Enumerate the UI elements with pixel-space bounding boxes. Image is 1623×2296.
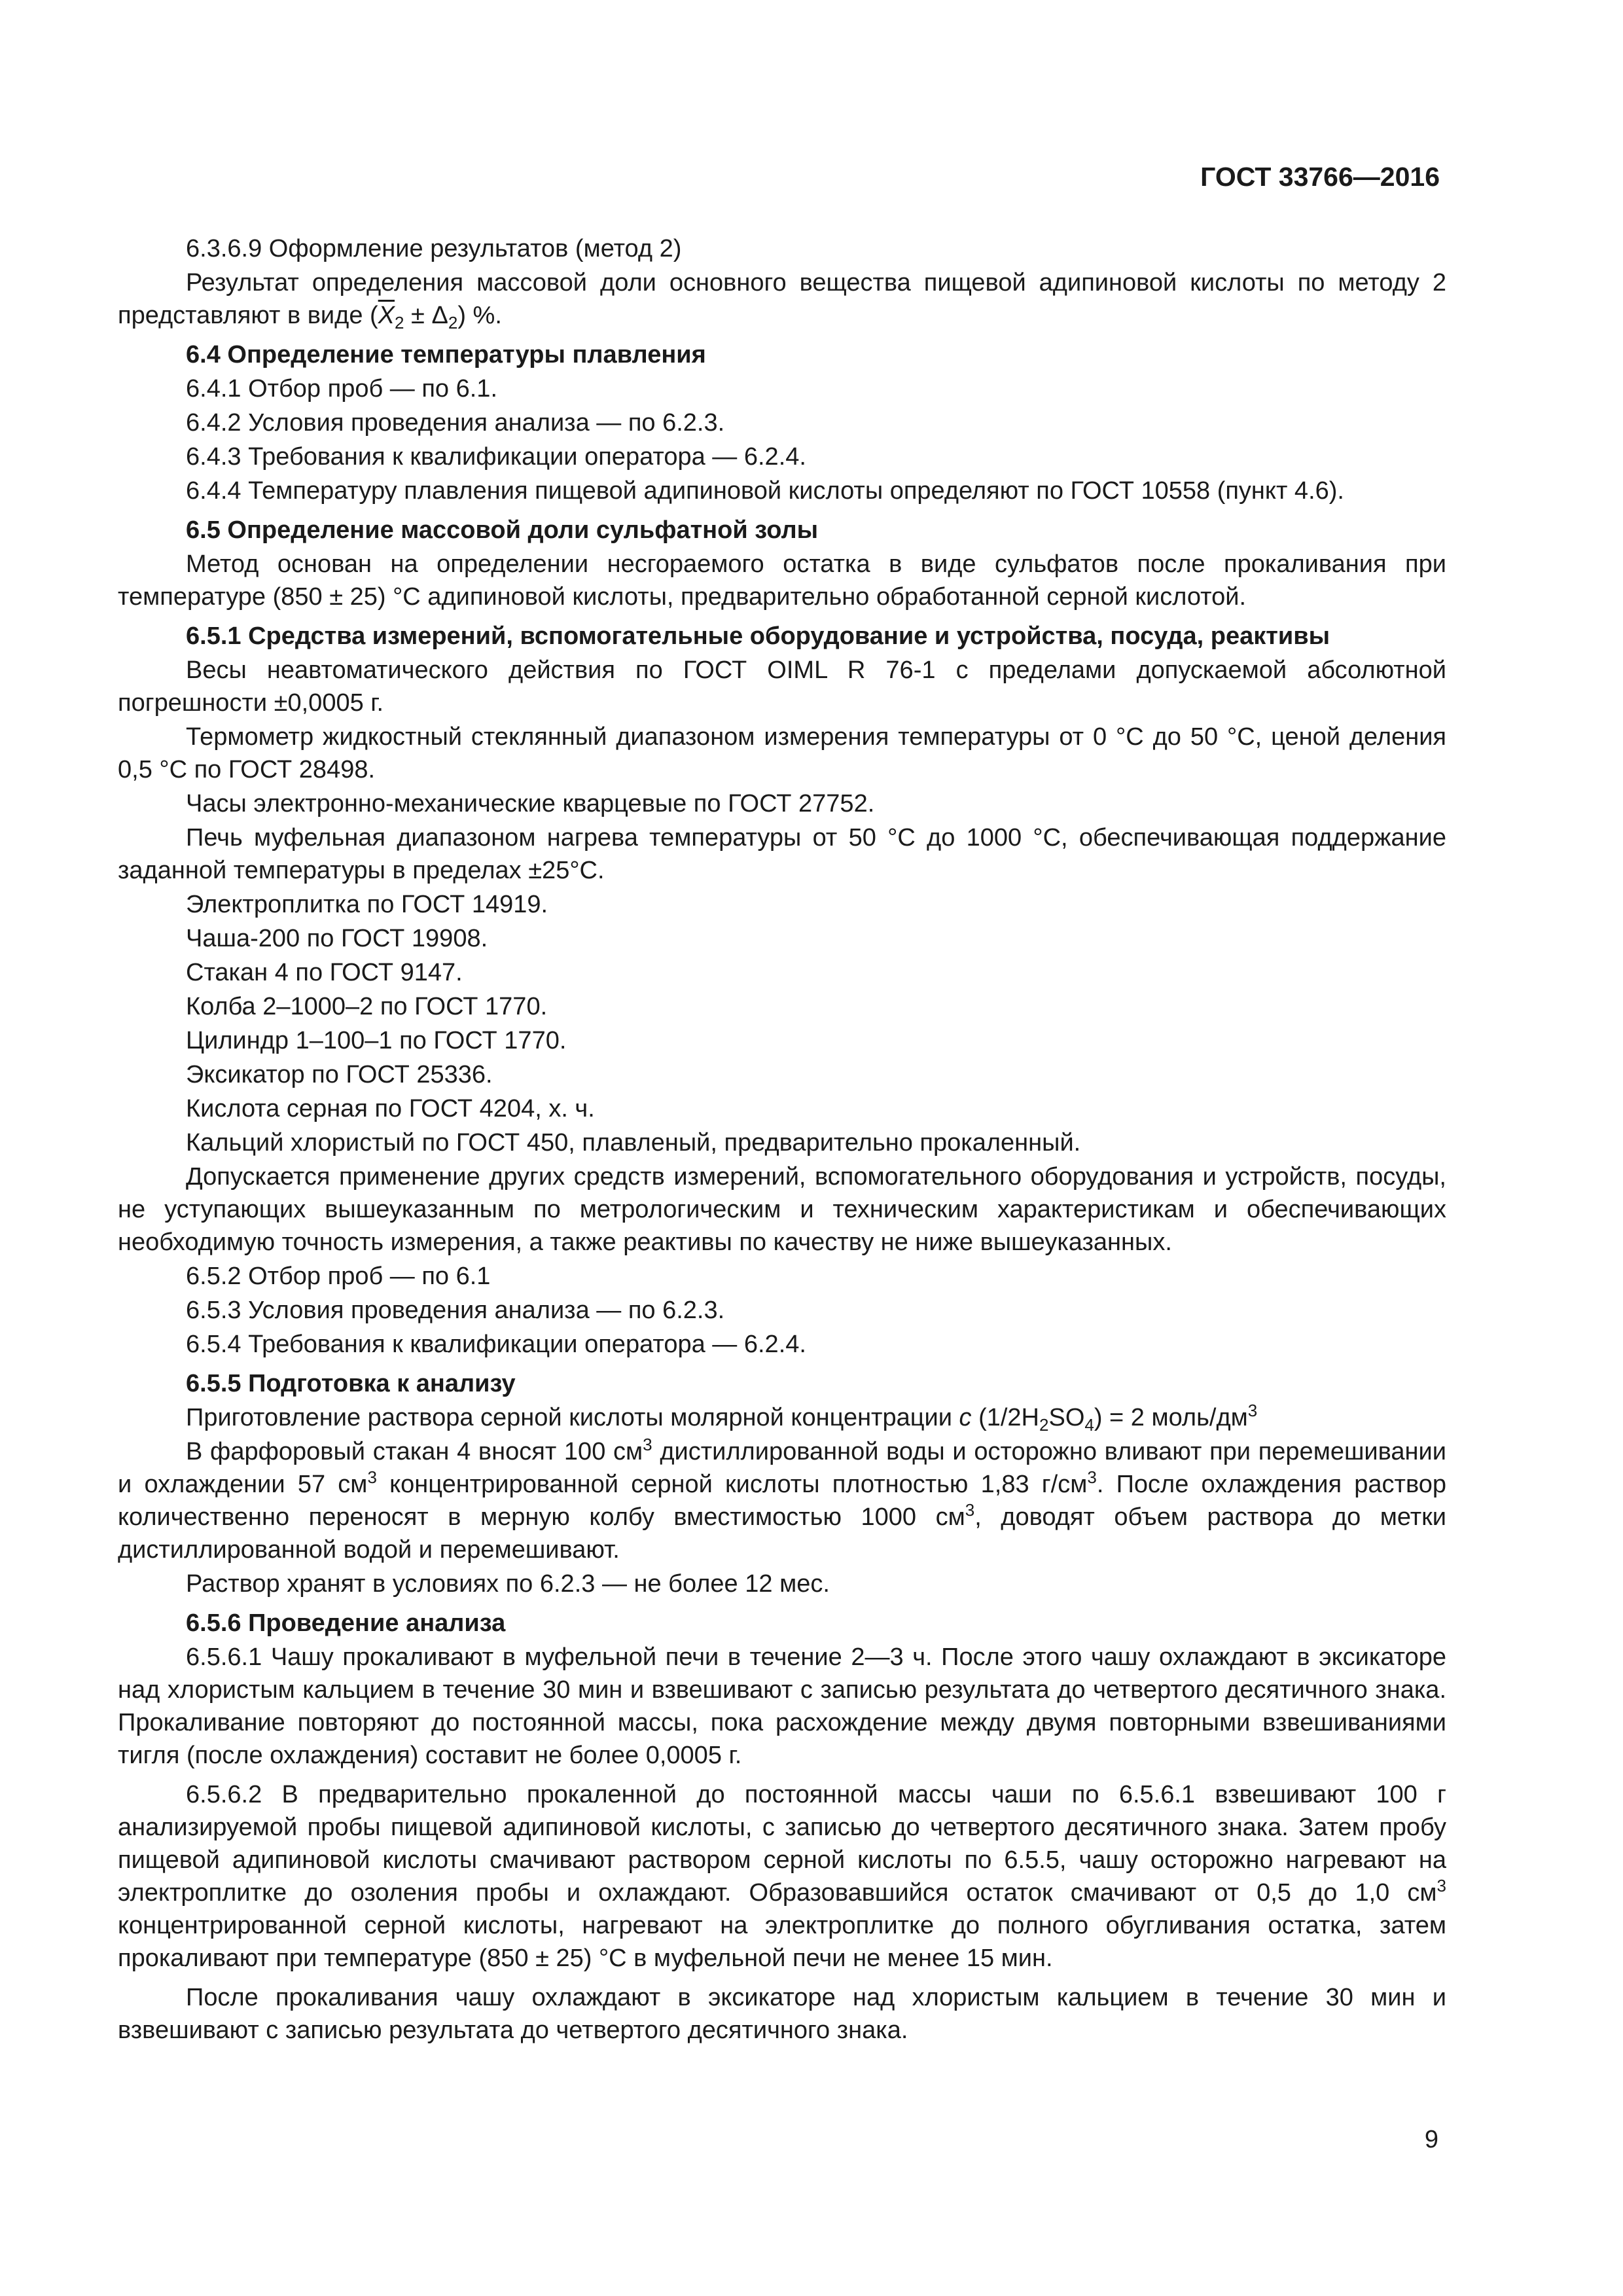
section-644: 6.4.4 Температуру плавления пищевой адипиновой кислоты определяют по ГОСТ 10558 (пункт 4.6). [186, 477, 1344, 505]
equipment-item: Кислота серная по ГОСТ 4204, х. ч. [186, 1095, 595, 1122]
section-656-heading: 6.5.6 Проведение анализа [186, 1609, 506, 1637]
equipment-item: Кальций хлористый по ГОСТ 450, плавленый, предварительно прокаленный. [186, 1129, 1081, 1157]
equipment-note: Допускается применение других средств измерений, вспомогательного оборудования и устройств, посуды, не уступающих вышеуказанным по метрологическим и техническим характеристикам и обеспечивающих необходимую точность измерения, а также реактивы по качеству не ниже вышеуказанных. [118, 1163, 1446, 1256]
page-number: 9 [1424, 2126, 1438, 2153]
equipment-item: Термометр жидкостный стеклянный диапазоном измерения температуры от 0 °С до 50 °С, ценой деления 0,5 °С по ГОСТ 28498. [118, 723, 1446, 783]
equipment-item: Эксикатор по ГОСТ 25336. [186, 1061, 493, 1088]
document-body [118, 232, 1446, 2048]
section-6369-title: 6.3.6.9 Оформление результатов (метод 2) [186, 235, 682, 262]
section-642: 6.4.2 Условия проведения анализа — по 6.2.3. [186, 409, 725, 437]
section-65-heading: 6.5 Определение массовой доли сульфатной золы [186, 516, 819, 544]
section-655-storage: Раствор хранят в условиях по 6.2.3 — не более 12 мес. [186, 1570, 830, 1598]
section-641: 6.4.1 Отбор проб — по 6.1. [186, 375, 498, 403]
section-65-text: Метод основан на определении несгораемого остатка в виде сульфатов после прокаливания при температуре (850 ± 25) °С адипиновой кислоты, предварительно обработанной серной кислотой. [118, 550, 1446, 611]
equipment-item: Цилиндр 1–100–1 по ГОСТ 1770. [186, 1027, 567, 1054]
equipment-item: Колба 2–1000–2 по ГОСТ 1770. [186, 993, 548, 1020]
equipment-item: Часы электронно-механические кварцевые по ГОСТ 27752. [186, 790, 875, 817]
equipment-item: Печь муфельная диапазоном нагрева температуры от 50 °С до 1000 °С, обеспечивающая поддержание заданной температуры в пределах ±25°С. [118, 824, 1446, 884]
section-643: 6.4.3 Требования к квалификации оператора — 6.2.4. [186, 443, 806, 471]
equipment-item: Электроплитка по ГОСТ 14919. [186, 891, 548, 918]
equipment-item: Стакан 4 по ГОСТ 9147. [186, 959, 463, 986]
section-655-procedure: В фарфоровый стакан 4 вносят 100 $см^3$ дистиллированной воды и осторожно вливают при перемешивании и охлаждении 57 $см^3$ концентрированной серной кислоты плотностью 1,83 $г/см^3$. После охлаждения раствор количественно переносят в мерную колбу вместимостью 1000 $см^3$, доводят объем раствора до метки дистиллированной водой и перемешивают. [118, 1435, 1447, 1564]
section-655-heading: 6.5.5 Подготовка к анализу [186, 1370, 516, 1397]
section-64-heading: 6.4 Определение температуры плавления [186, 341, 706, 368]
equipment-item: Чаша-200 по ГОСТ 19908. [186, 925, 488, 952]
section-653: 6.5.3 Условия проведения анализа — по 6.2.3. [186, 1297, 725, 1324]
section-6561: 6.5.6.1 Чашу прокаливают в муфельной печи в течение 2—3 ч. После этого чашу охлаждают в эксикаторе над хлористым кальцием в течение 30 мин и взвешивают с записью результата до четвертого десятичного знака. Прокаливание повторяют до постоянной массы, пока расхождение между двумя повторными взвешиваниями тигля (после охлаждения) составит не более 0,0005 г. [118, 1643, 1446, 1769]
section-654: 6.5.4 Требования к квалификации оператора — 6.2.4. [186, 1331, 806, 1358]
section-652: 6.5.2 Отбор проб — по 6.1 [186, 1263, 491, 1290]
section-6369-text: Результат определения массовой доли основного вещества пищевой адипиновой кислоты по методу 2 представляют в виде $(\overline{X}_2 \pm \Delta_2)$ %. [118, 269, 1446, 332]
section-656-final: После прокаливания чашу охлаждают в эксикаторе над хлористым кальцием в течение 30 мин и взвешивают с записью результата до четвертого десятичного знака. [118, 1984, 1446, 2044]
section-655-prep: Приготовление раствора серной кислоты молярной концентрации c $(1/2H_2SO_4) = 2$ моль/$дм^3$ [186, 1401, 1258, 1435]
section-651-heading: 6.5.1 Средства измерений, вспомогательные оборудование и устройства, посуда, реактивы [186, 622, 1330, 650]
equipment-item: Весы неавтоматического действия по ГОСТ OIML R 76-1 с пределами допускаемой абсолютной погрешности ±0,0005 г. [118, 656, 1446, 717]
document-code: ГОСТ 33766—2016 [1200, 162, 1440, 192]
section-6562: 6.5.6.2 В предварительно прокаленной до постоянной массы чаши по 6.5.6.1 взвешивают 100 г анализируемой пробы пищевой адипиновой кислоты, с записью до четвертого десятичного знака. Затем пробу пищевой адипиновой кислоты смачивают раствором серной кислоты по 6.5.5, чашу осторожно нагревают на электроплитке до озоления пробы и охлаждают. Образовавшийся остаток смачивают от 0,5 до 1,0 $см^3$ концентрированной серной кислоты, нагревают на электроплитке до полного обугливания остатка, затем прокаливают при температуре (850 ± 25) °С в муфельной печи не менее 15 мин. [118, 1781, 1446, 1972]
